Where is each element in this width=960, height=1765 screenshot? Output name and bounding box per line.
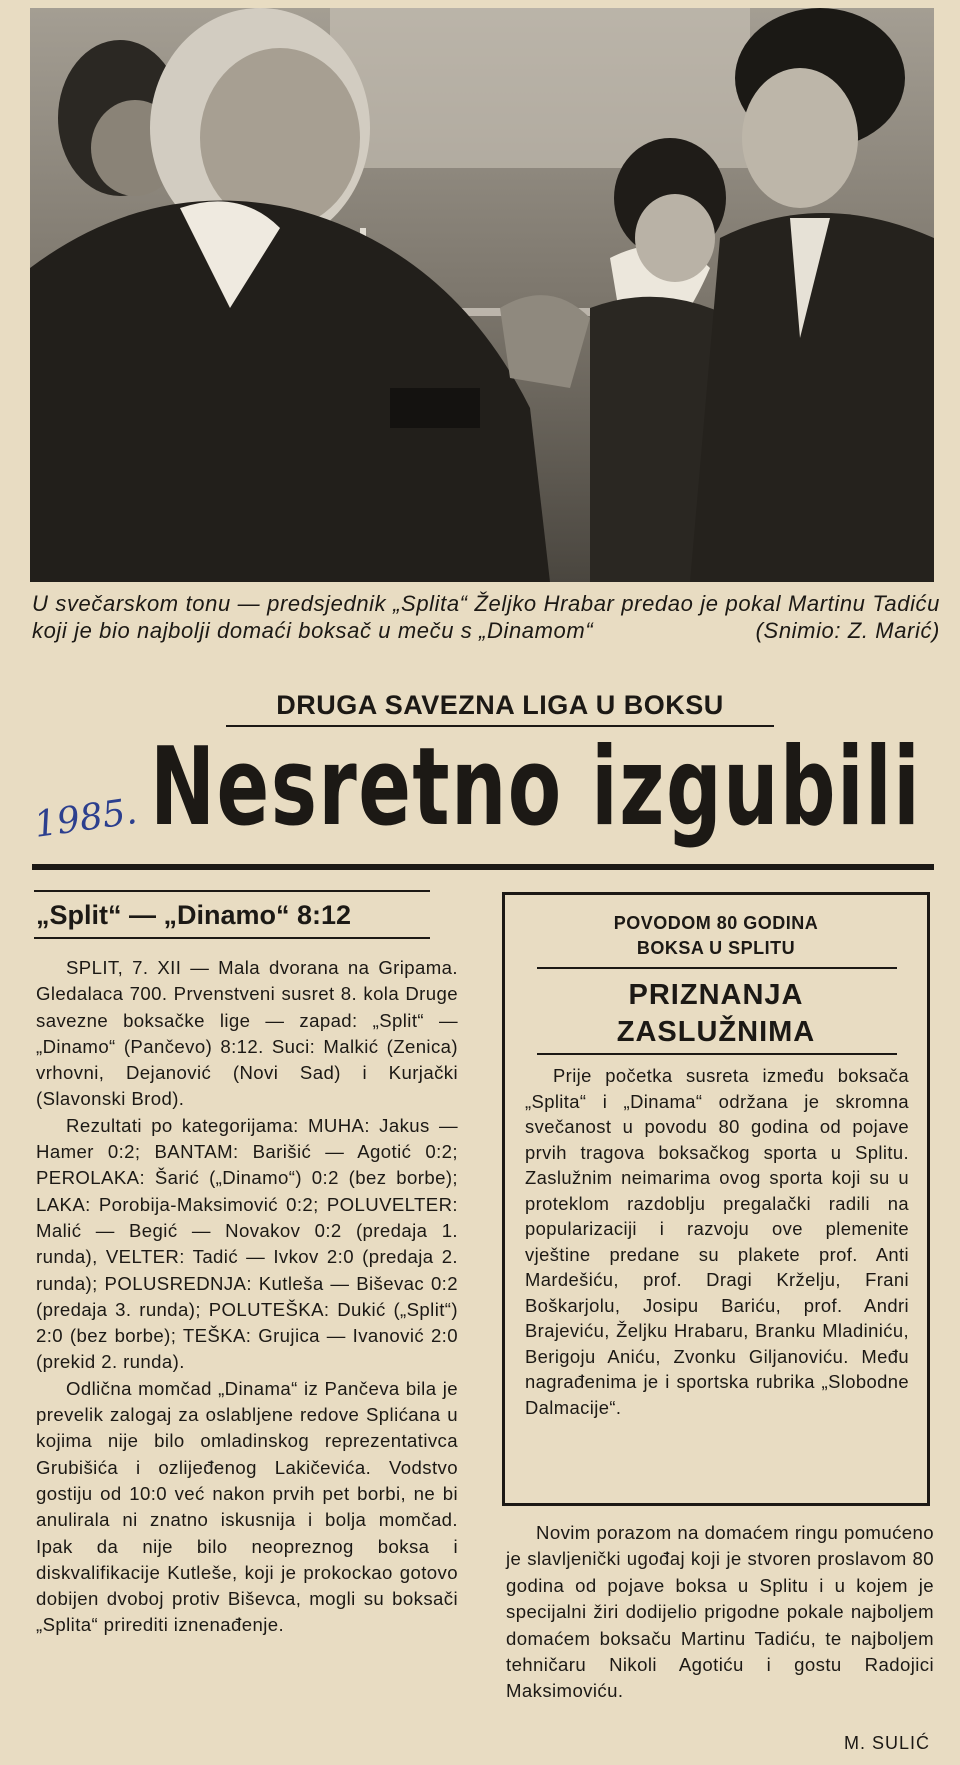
score-line: „Split“ — „Dinamo“ 8:12 bbox=[34, 890, 430, 939]
headline: Nesretno izgubili bbox=[150, 725, 922, 850]
left-paragraph: Rezultati po kategorijama: MUHA: Jakus — Hamer 0:2; BANTAM: Barišić — Agotić 0:2; PEROLAKA: Šarić („Dinamo“) 0:2 (bez borbe); LAKA: Porobija-Maksimović 0:2; POLUVELTER: Malić — Begić — Novakov 0:2 (predaja 1. runda), VELTER: Tadić — Ivkov 2:0 (predaja 2. runda); POLUSREDNJA: Kutleša — Biševac 0:2 (predaja 3. runda); POLUTEŠKA: Dukić („Split“) 2:0 (bez borbe); TEŠKA: Grujica — Ivanović 2:0 (prekid 2. runda). bbox=[36, 1114, 458, 1373]
box-divider bbox=[537, 967, 897, 969]
handwritten-year: 1985. bbox=[31, 791, 140, 846]
award-ceremony-photo-icon bbox=[30, 8, 934, 582]
box-divider bbox=[537, 1053, 897, 1055]
box-kicker-line: POVODOM 80 GODINA bbox=[613, 913, 819, 933]
box-title-line: PRIZNANJA bbox=[628, 979, 804, 1011]
award-ceremony-photo bbox=[30, 8, 934, 582]
photo-caption bbox=[32, 590, 940, 644]
left-paragraph: Odlična momčad „Dinama“ iz Pančeva bila je prevelik zalogaj za oslabljene redove Splićana u kojima nije bilo omladinskog reprezentativca Grubišića i ozlijeđenog Lakičevića. Vodstvo gostiju od 10:0 već nakon prvih pet borbi, ne bi anulirala ni znatno iskusnija i bolja momčad. Ipak da nije bilo neopreznog boksa i diskvalifikacije Kutleše, koji je prokockao gotovo dobijen dvoboj protiv Biševca, mogli su boksači „Splita“ prirediti iznenađenje. bbox=[36, 1377, 458, 1636]
box-kicker bbox=[533, 911, 899, 961]
caption-text: U svečarskom tonu — predsjednik „Splita“ Željko Hrabar predao je pokal Martinu Tadiću koji je bio najbolji domaći boksač u meču s „Dinamom“ bbox=[32, 591, 940, 643]
photo-credit: (Snimio: Z. Marić) bbox=[755, 618, 940, 643]
right-paragraph: Novim porazom na domaćem ringu pomućeno je slavljenički ugođaj koji je stvoren proslavom 80 godina od pojave boksa u Splitu i u kojem je specijalni žiri dodijelio prigodne pokale najboljem domaćem boksaču Martinu Tadiću, te najboljem tehničaru Nikoli Agotiću i gostu Radojici Maksimoviću. bbox=[506, 1522, 934, 1702]
left-article-body bbox=[36, 955, 458, 1639]
sidebar-box bbox=[502, 892, 930, 1506]
heavy-divider bbox=[32, 864, 934, 870]
box-paragraph: Prije početka susreta između boksača „Splita“ i „Dinama“ održana je skromna svečanost u povodu 80 godina od pojave prvih tragova boksačkog sporta u Splitu. Zaslužnim neimarima ovog sporta koji su u proteklom razdoblju pregalački radili na popularizaciji i razvoju ove plemenite vještine predane su plakete prof. Anti Mardešiću, prof. Dragi Krželju, Frani Boškarjolu, Josipu Bariću, prof. Andri Brajeviću, Željku Hrabaru, Branku Mladiniću, Berigoju Aniću, Zvonku Giljanoviću. Među nagrađenima je i sportska rubrika „Slobodne Dalmacije“. bbox=[525, 1065, 909, 1418]
box-title bbox=[533, 977, 899, 1051]
author-signature: M. SULIĆ bbox=[843, 1733, 930, 1753]
right-article-body bbox=[506, 1520, 934, 1705]
left-paragraph: SPLIT, 7. XII — Mala dvorana na Gripama. Gledalaca 700. Prvenstveni susret 8. kola Druge savezne boksačke lige — zapad: „Split“ — „Dinamo“ (Pančevo) 8:12. Suci: Malkić (Zenica) vrhovni, Dejanović (Novi Sad) i Kurjački (Slavonski Brod). bbox=[36, 957, 458, 1110]
section-kicker: DRUGA SAVEZNA LIGA U BOKSU bbox=[226, 690, 774, 727]
box-body bbox=[525, 1063, 909, 1420]
box-title-line: ZASLUŽNIMA bbox=[616, 1016, 816, 1048]
box-kicker-line: BOKSA U SPLITU bbox=[636, 938, 796, 958]
